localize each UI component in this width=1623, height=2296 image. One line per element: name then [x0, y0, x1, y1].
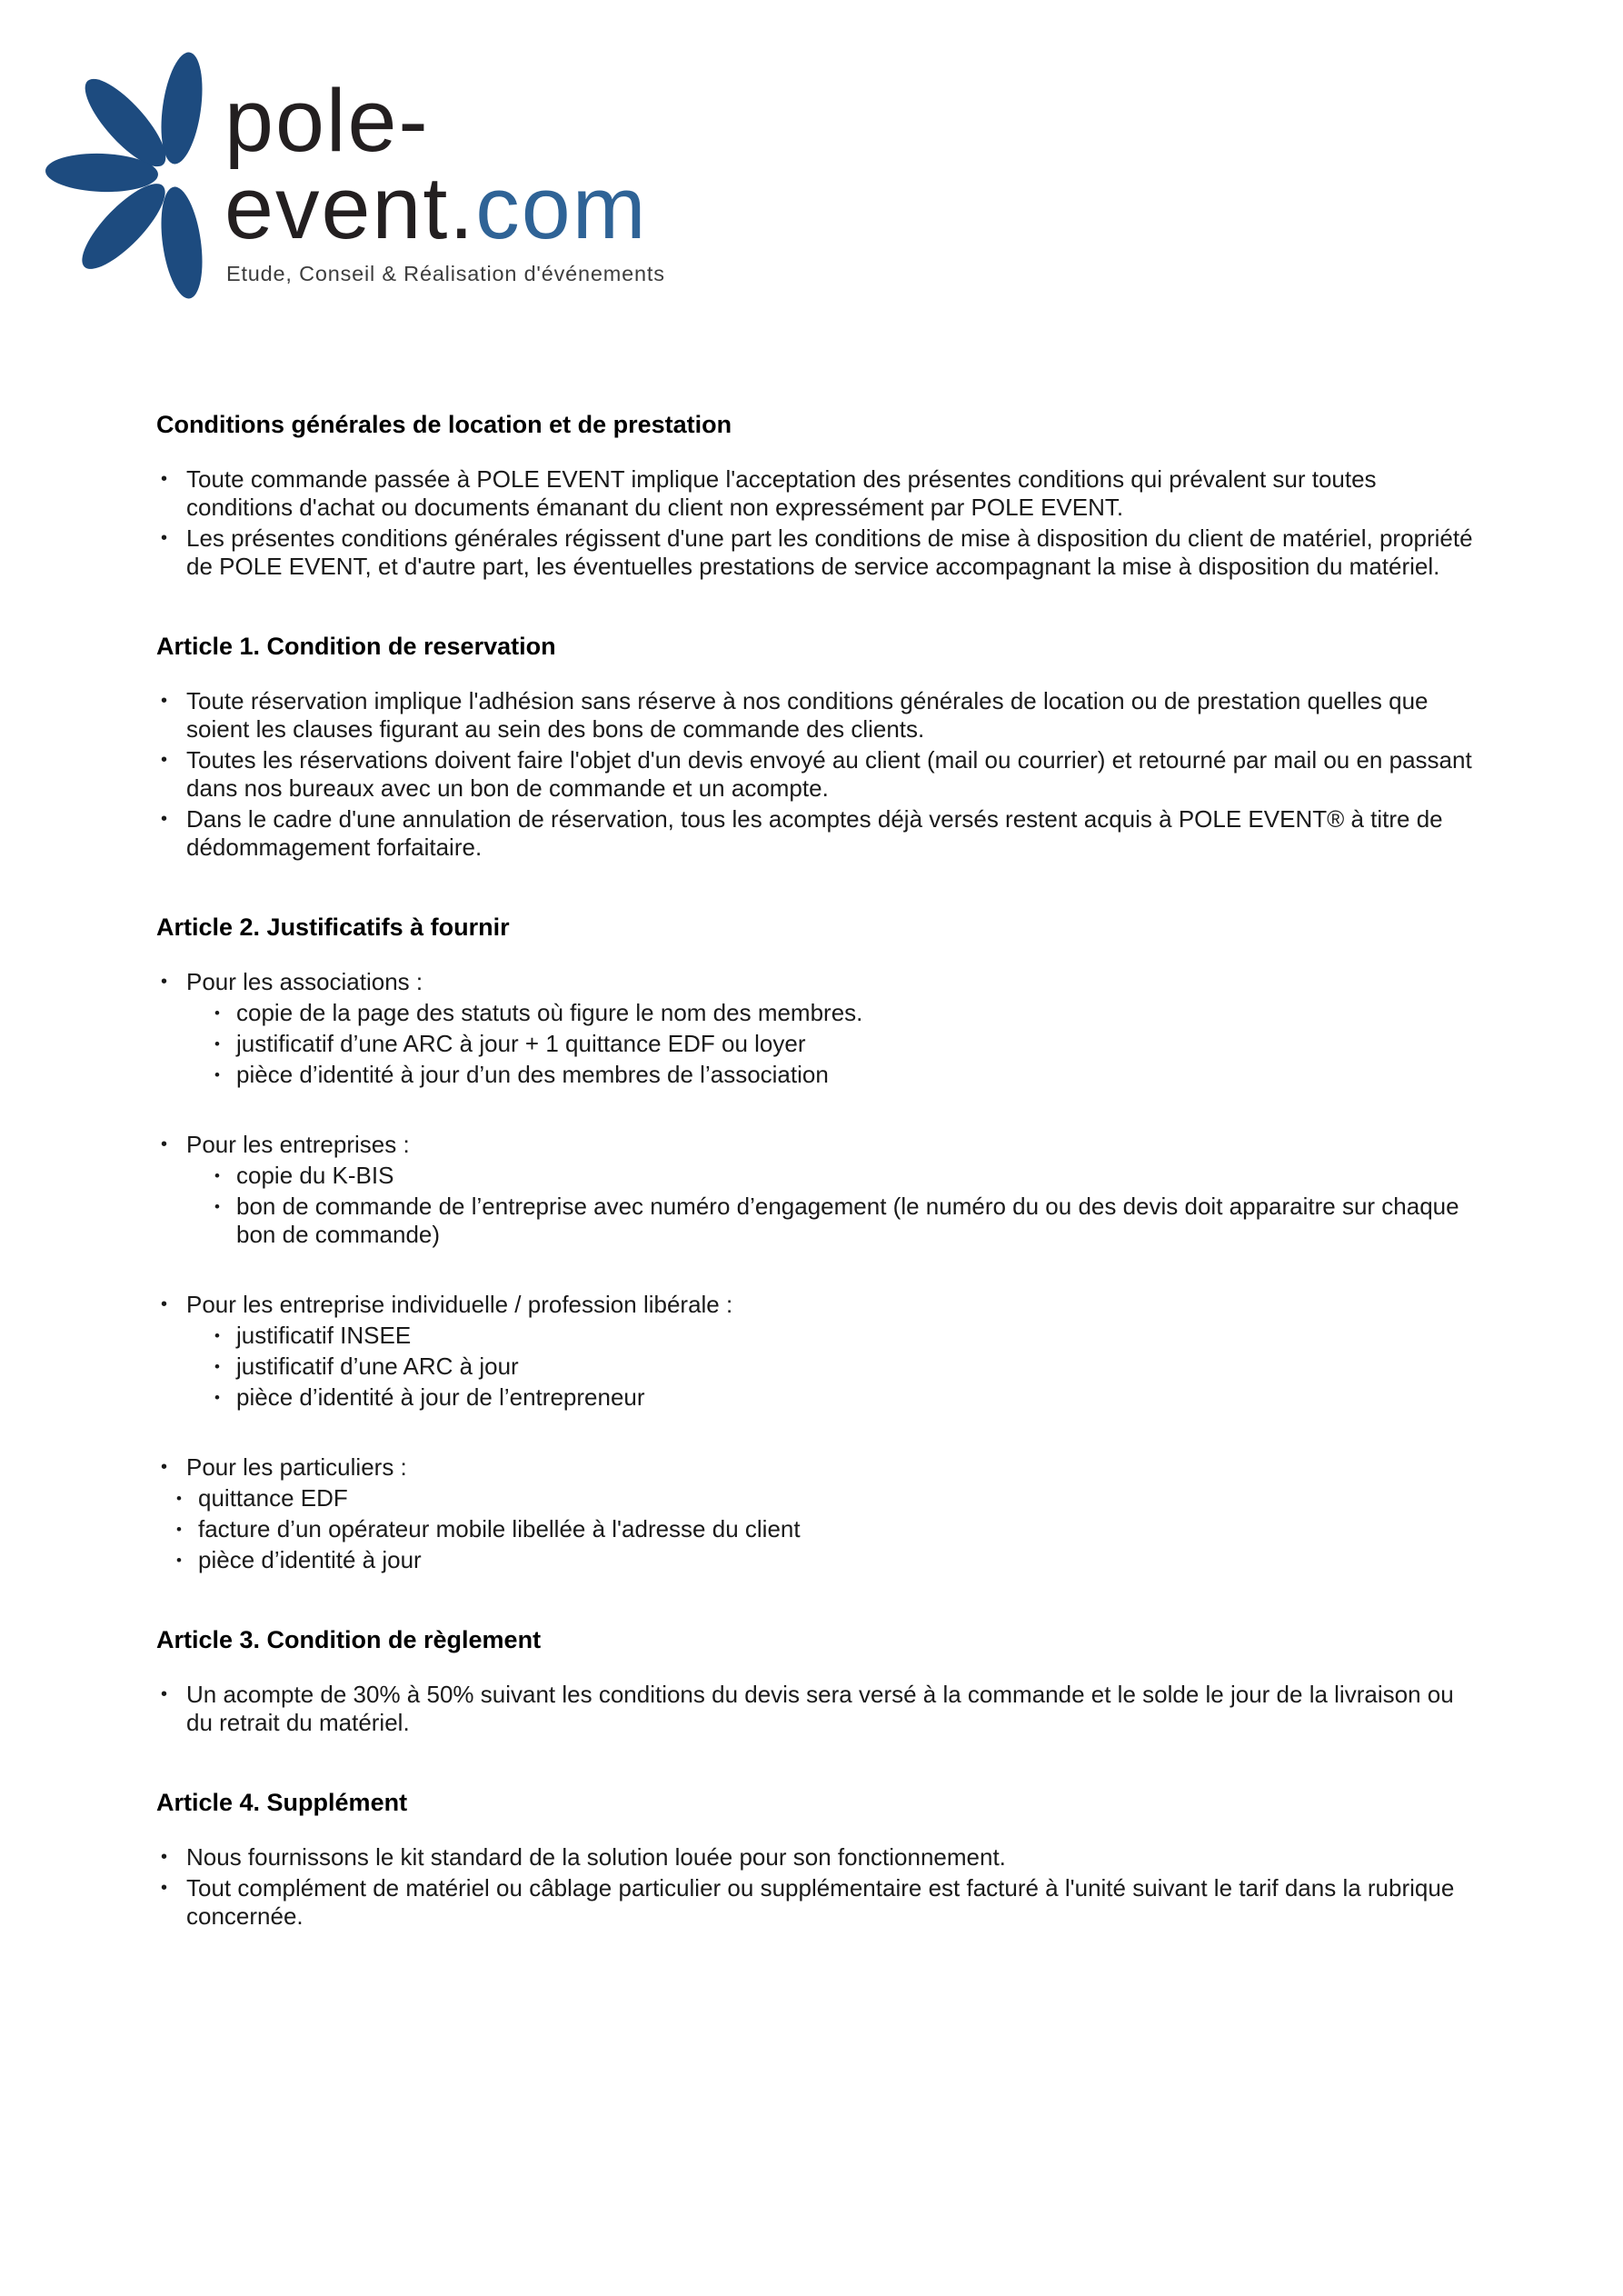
bullet-item: • Toute réservation implique l'adhésion sans réserve à nos conditions générales de location ou de prestation quelles que soient les clauses figurant au sein des bons de commande des clients.	[156, 687, 1485, 744]
group-label-list	[156, 1453, 1485, 1482]
sub-bullet-item: • bon de commande de l’entreprise avec numéro d’engagement (le numéro du ou des devis doit apparaitre sur chaque bon de commande)	[211, 1193, 1485, 1249]
justificatif-group-entreprises	[156, 1131, 1485, 1249]
sub-bullet-item: • facture d’un opérateur mobile libellée à l'adresse du client	[173, 1515, 1485, 1543]
brand-name-line2	[224, 158, 648, 257]
section-heading: Article 3. Condition de règlement	[156, 1626, 542, 1653]
section-intro	[156, 411, 1485, 581]
group-sublist	[173, 1484, 1485, 1574]
group-sublist	[211, 1322, 1485, 1412]
brand-com: com	[475, 158, 648, 257]
section-article3	[156, 1626, 1485, 1737]
bullet-item: • Les présentes conditions générales régissent d'une part les conditions de mise à disposition du client de matériel, propriété de POLE EVENT, et d'autre part, les éventuelles prestations de service accompagnant la mise à disposition du matériel.	[156, 524, 1485, 581]
intro-bullet-list	[156, 465, 1485, 581]
bullet-item: • Tout complément de matériel ou câblage particulier ou supplémentaire est facturé à l'unité suivant le tarif dans la rubrique concernée.	[156, 1874, 1485, 1931]
sub-bullet-item: • pièce d’identité à jour	[173, 1546, 1485, 1574]
article4-bullet-list	[156, 1843, 1485, 1931]
group-label: • Pour les associations :	[156, 968, 1485, 996]
justificatif-group-individuelle	[156, 1291, 1485, 1412]
group-label-list	[156, 1291, 1485, 1319]
group-label-list	[156, 1131, 1485, 1159]
group-label: • Pour les entreprise individuelle / profession libérale :	[156, 1291, 1485, 1319]
bullet-item: • Dans le cadre d'une annulation de réservation, tous les acomptes déjà versés restent acquis à POLE EVENT® à titre de dédommagement forfaitaire.	[156, 805, 1485, 862]
sub-bullet-item: • justificatif d’une ARC à jour + 1 quittance EDF ou loyer	[211, 1030, 1485, 1058]
article1-bullet-list	[156, 687, 1485, 862]
document-body	[156, 411, 1485, 1982]
brand-event: event.	[224, 158, 476, 257]
section-heading: Article 1. Condition de reservation	[156, 633, 556, 660]
document-title: Conditions générales de location et de prestation	[156, 411, 732, 438]
bullet-item: • Nous fournissons le kit standard de la solution louée pour son fonctionnement.	[156, 1843, 1485, 1872]
section-article1	[156, 633, 1485, 862]
justificatif-group-particuliers	[156, 1453, 1485, 1574]
sub-bullet-item: • copie du K-BIS	[211, 1162, 1485, 1190]
section-article2	[156, 913, 1485, 1574]
bullet-item: • Toutes les réservations doivent faire l'objet d'un devis envoyé au client (mail ou courrier) et retourné par mail ou en passant dans nos bureaux avec un bon de commande et un acompte.	[156, 746, 1485, 803]
company-logo	[0, 0, 745, 309]
bullet-item: • Toute commande passée à POLE EVENT implique l'acceptation des présentes conditions qui prévalent sur toutes conditions d'achat ou documents émanant du client non expressément par POLE EVENT.	[156, 465, 1485, 522]
sub-bullet-item: • copie de la page des statuts où figure le nom des membres.	[211, 999, 1485, 1027]
brand-name-line1	[224, 71, 430, 170]
section-heading: Article 2. Justificatifs à fournir	[156, 913, 510, 941]
sub-bullet-item: • quittance EDF	[173, 1484, 1485, 1512]
brand-pole: pole-	[224, 71, 430, 170]
sub-bullet-item: • pièce d’identité à jour d’un des membres de l’association	[211, 1061, 1485, 1089]
group-label-list	[156, 968, 1485, 996]
group-sublist	[211, 1162, 1485, 1249]
sub-bullet-item: • pièce d’identité à jour de l’entrepreneur	[211, 1383, 1485, 1412]
group-label: • Pour les entreprises :	[156, 1131, 1485, 1159]
group-sublist	[211, 999, 1485, 1089]
section-article4	[156, 1789, 1485, 1931]
justificatif-group-associations	[156, 968, 1485, 1089]
group-label: • Pour les particuliers :	[156, 1453, 1485, 1482]
sub-bullet-item: • justificatif d’une ARC à jour	[211, 1353, 1485, 1381]
sub-bullet-item: • justificatif INSEE	[211, 1322, 1485, 1350]
brand-tagline: Etude, Conseil & Réalisation d'événements	[226, 262, 665, 285]
section-heading: Article 4. Supplément	[156, 1789, 408, 1816]
bullet-item: • Un acompte de 30% à 50% suivant les conditions du devis sera versé à la commande et le solde le jour de la livraison ou du retrait du matériel.	[156, 1681, 1485, 1737]
article3-bullet-list	[156, 1681, 1485, 1737]
